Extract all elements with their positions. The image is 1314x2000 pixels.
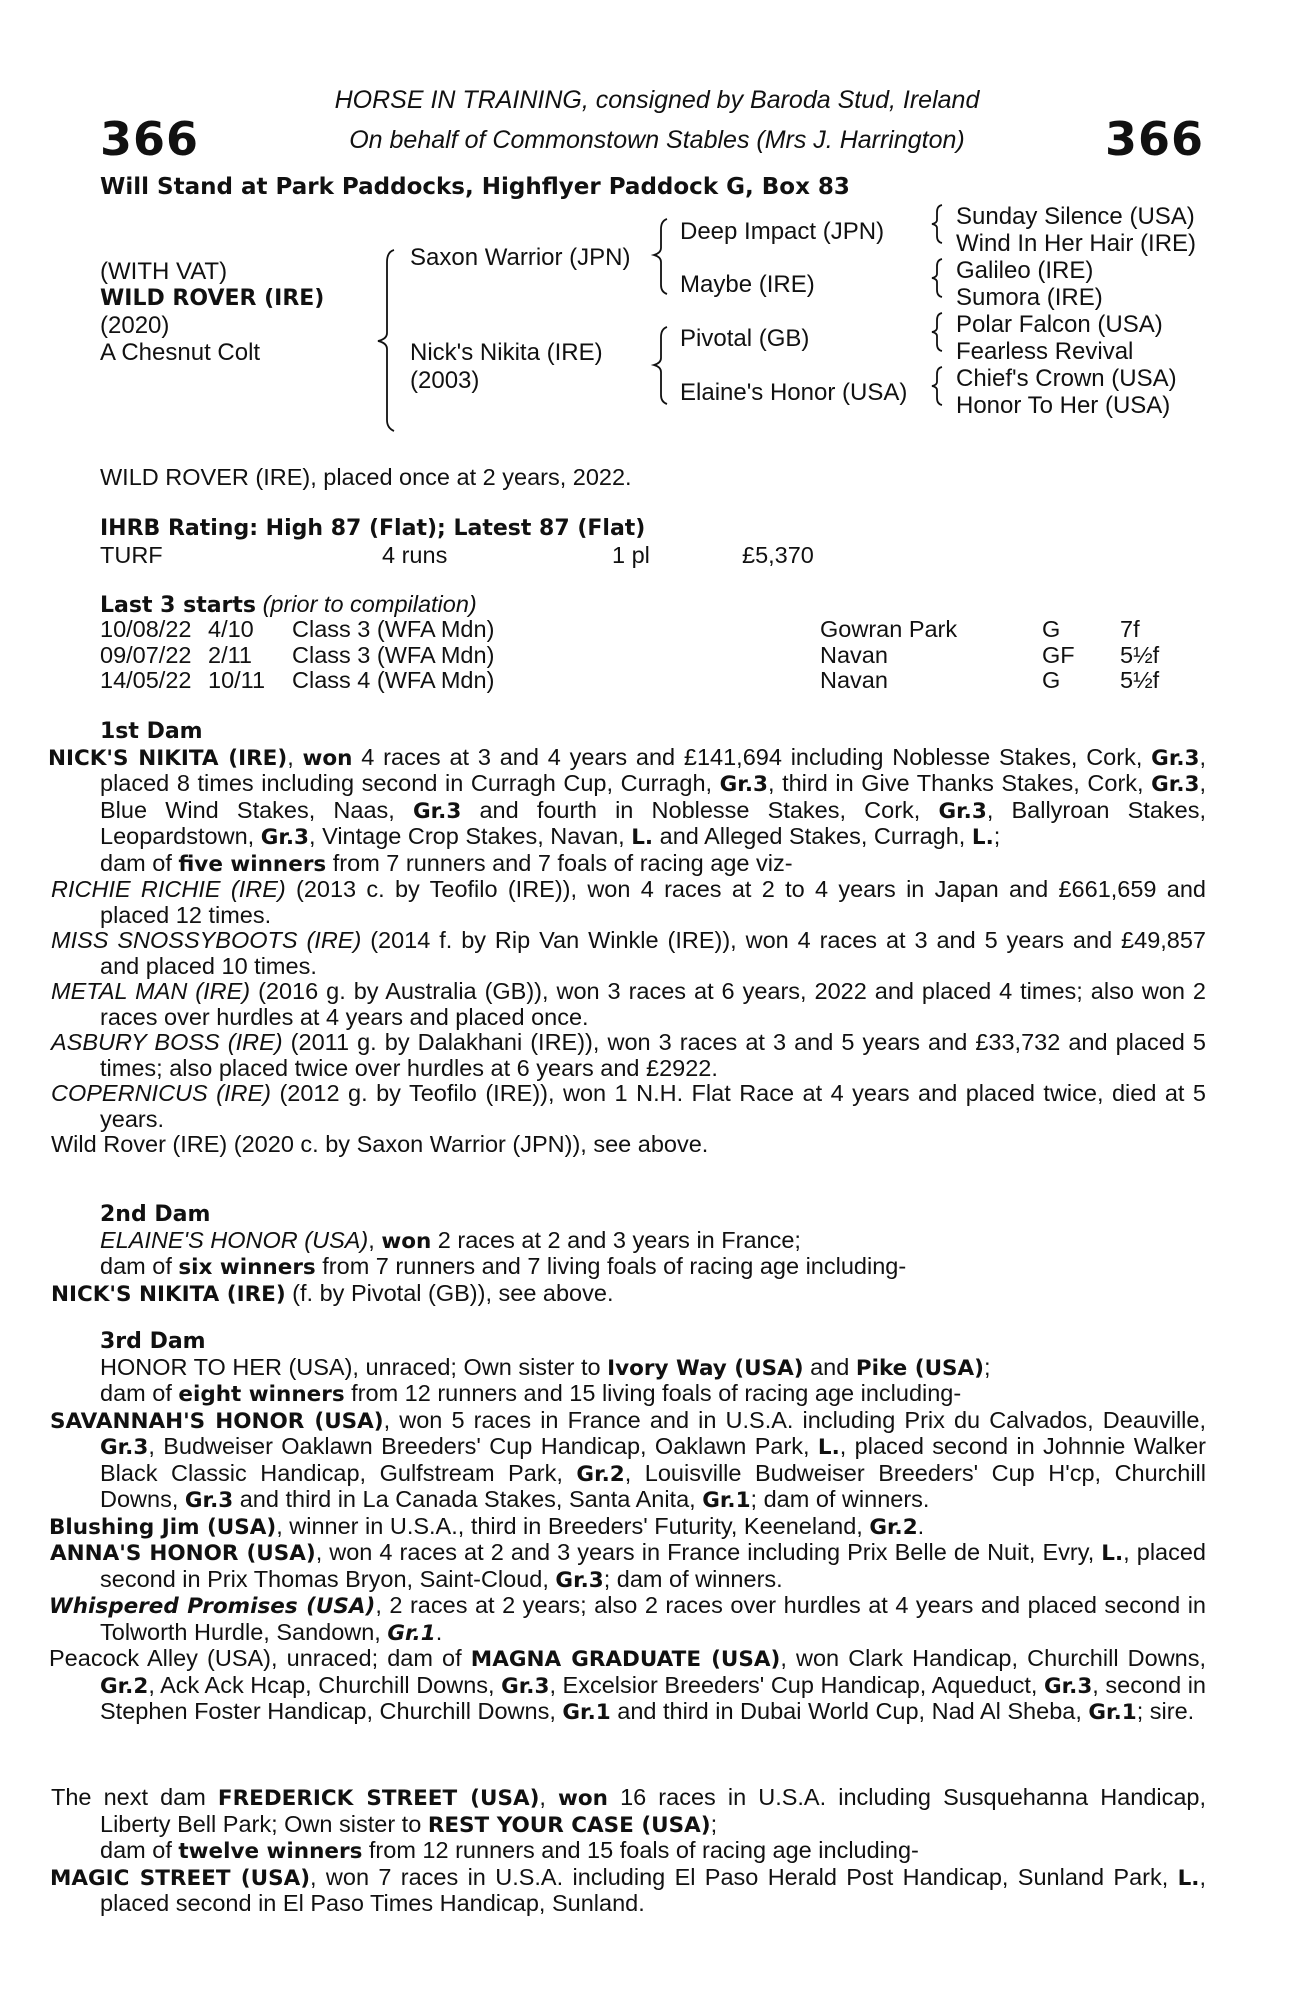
turf-prize: £5,370	[742, 542, 814, 568]
third-dam-heading: 3rd Dam	[100, 1329, 206, 1354]
second-dam-section	[51, 1202, 1206, 1307]
dam-year: (2003)	[410, 367, 480, 394]
gen3-1: Sunday Silence (USA)	[956, 203, 1195, 230]
first-dam-produce: dam of five winners from 7 runners and 7 foals of racing age viz-	[100, 849, 793, 877]
horse-name: WILD ROVER (IRE)	[100, 286, 325, 311]
consignment-line: HORSE IN TRAINING, consigned by Baroda Stud, Ireland	[334, 86, 980, 114]
progeny-item: ANNA'S HONOR (USA), won 4 races at 2 and 3 years in France including Prix Belle de Nuit, Evry, L., placed second in Prix Thomas Bryon, Saint-Cloud, Gr.3; dam of winners.	[50, 1539, 1207, 1593]
pedigree-braces	[0, 0, 1314, 440]
last-starts-heading: Last 3 starts (prior to compilation)	[100, 591, 477, 618]
horse-description: A Chesnut Colt	[100, 339, 261, 366]
first-dam-section	[48, 719, 1207, 1158]
next-dam-produce: dam of twelve winners from 12 runners and 15 foals of racing age including-	[100, 1837, 919, 1864]
progeny-item: MAGIC STREET (USA), won 7 races in U.S.A. including El Paso Herald Post Handicap, Sunland Park, L., placed second in El Paso Times Handicap, Sunland.	[50, 1863, 1206, 1916]
gen3-5: Polar Falcon (USA)	[956, 311, 1163, 338]
progeny-item: Blushing Jim (USA), winner in U.S.A., third in Breeders' Futurity, Keeneland, Gr.2.	[49, 1512, 925, 1540]
third-dam-produce: dam of eight winners from 12 runners and 15 living foals of racing age including-	[100, 1380, 962, 1407]
turf-surface: TURF	[100, 542, 163, 568]
turf-runs: 4 runs	[382, 542, 448, 568]
gen3-2: Wind In Her Hair (IRE)	[956, 230, 1197, 257]
progeny-item: Whispered Promises (USA), 2 races at 2 years; also 2 races over hurdles at 4 years and placed second in Tolworth Hurdle, Sandown, Gr.1.	[49, 1592, 1206, 1646]
last-starts-table	[100, 617, 1159, 694]
gen3-7: Chief's Crown (USA)	[956, 365, 1177, 392]
third-dam-record: HONOR TO HER (USA), unraced; Own sister to Ivory Way (USA) and Pike (USA);	[100, 1353, 991, 1381]
progeny-item: Peacock Alley (USA), unraced; dam of MAGNA GRADUATE (USA), won Clark Handicap, Churchill Downs, Gr.2, Ack Ack Hcap, Churchill Downs, Gr.3, Excelsior Breeders' Cup Handicap, Aqueduct, Gr.3, second in Stephen Foster Handicap, Churchill Downs, Gr.1 and third in Dubai World Cup, Nad Al Sheba, Gr.1; sire.	[49, 1645, 1207, 1725]
gen3-6: Fearless Revival	[956, 338, 1134, 365]
sire: Saxon Warrior (JPN)	[410, 244, 631, 271]
first-dam-heading: 1st Dam	[100, 719, 203, 744]
second-dam-record: ELAINE'S HONOR (USA), won 2 races at 2 and 3 years in France;	[100, 1226, 801, 1254]
progeny-item: Wild Rover (IRE) (2020 c. by Saxon Warrior (JPN)), see above.	[51, 1131, 709, 1157]
third-dam-section	[49, 1329, 1207, 1726]
gen3-4: Sumora (IRE)	[956, 284, 1103, 311]
progeny-item: RICHIE RICHIE (IRE) (2013 c. by Teofilo (IRE)), won 4 races at 2 to 4 years in Japan and £661,659 and placed 12 times.	[51, 876, 1206, 928]
progeny-item: ASBURY BOSS (IRE) (2011 g. by Dalakhani (IRE)), won 3 races at 3 and 5 years and £33,732 and placed 5 times; also placed twice over hurdles at 6 years and £2922.	[51, 1029, 1207, 1081]
vat-label: (WITH VAT)	[100, 258, 228, 285]
start-row: 09/07/22 2/11 Class 3 (WFA Mdn) Navan GF 5½f	[100, 641, 1160, 668]
progeny-item: METAL MAN (IRE) (2016 g. by Australia (GB)), won 3 races at 6 years, 2022 and placed 4 times; also won 2 races over hurdles at 4 years and placed once.	[51, 978, 1206, 1030]
sire-dam: Maybe (IRE)	[680, 271, 815, 298]
start-row: 10/08/22 4/10 Class 3 (WFA Mdn) Gowran Park G 7f	[100, 616, 1140, 642]
progeny-item: MISS SNOSSYBOOTS (IRE) (2014 f. by Rip Van Winkle (IRE)), won 4 races at 3 and 5 years and £49,857 and placed 10 times.	[51, 927, 1206, 979]
first-dam-record: NICK'S NIKITA (IRE), won 4 races at 3 and 4 years and £141,694 including Noblesse Stakes, Cork, Gr.3, placed 8 times including second in Curragh Cup, Curragh, Gr.3, third in Give Thanks Stakes, Cork, Gr.3, Blue Wind Stakes, Naas, Gr.3 and fourth in Noblesse Stakes, Cork, Gr.3, Ballyroan Stakes, Leopardstown, Gr.3, Vintage Crop Stakes, Navan, L. and Alleged Stakes, Curragh, L.;	[48, 743, 1207, 850]
progeny-item: SAVANNAH'S HONOR (USA), won 5 races in France and in U.S.A. including Prix du Calvados, Deauville, Gr.3, Budweiser Oaklawn Breeders' Cup Handicap, Oaklawn Park, L., placed second in Johnnie Walker Black Classic Handicap, Gulfstream Park, Gr.2, Louisville Budweiser Breeders' Cup H'cp, Churchill Downs, Gr.3 and third in La Canada Stakes, Santa Anita, Gr.1; dam of winners.	[50, 1406, 1206, 1513]
behalf-line: On behalf of Commonstown Stables (Mrs J. Harrington)	[349, 126, 965, 154]
race-summary: WILD ROVER (IRE), placed once at 2 years, 2022.	[100, 464, 632, 490]
second-dam-produce: dam of six winners from 7 runners and 7 living foals of racing age including-	[100, 1253, 907, 1280]
turf-placed: 1 pl	[612, 542, 650, 568]
gen3-8: Honor To Her (USA)	[956, 392, 1171, 419]
lot-number-left: 366	[100, 112, 200, 166]
next-dam-record: The next dam FREDERICK STREET (USA), won 16 races in U.S.A. including Susquehanna Handicap, Liberty Bell Park; Own sister to REST YOUR CASE (USA);	[51, 1784, 1207, 1838]
lot-number-right: 366	[1104, 112, 1204, 166]
dam-dam: Elaine's Honor (USA)	[680, 379, 908, 406]
progeny-item: COPERNICUS (IRE) (2012 g. by Teofilo (IRE)), won 1 N.H. Flat Race at 4 years and placed twice, died at 5 years.	[51, 1080, 1206, 1132]
progeny-item: NICK'S NIKITA (IRE) (f. by Pivotal (GB)), see above.	[51, 1279, 614, 1307]
ihrb-rating: IHRB Rating: High 87 (Flat); Latest 87 (Flat)	[100, 516, 646, 541]
dam: Nick's Nikita (IRE)	[410, 339, 603, 366]
second-dam-heading: 2nd Dam	[100, 1202, 211, 1227]
stand-location: Will Stand at Park Paddocks, Highflyer Paddock G, Box 83	[100, 174, 850, 200]
dam-sire: Pivotal (GB)	[680, 325, 810, 352]
gen3-3: Galileo (IRE)	[956, 257, 1094, 284]
start-row: 14/05/22 10/11 Class 4 (WFA Mdn) Navan G 5½f	[100, 667, 1160, 693]
next-dam-section	[50, 1784, 1207, 1917]
horse-year: (2020)	[100, 312, 170, 339]
sire-sire: Deep Impact (JPN)	[680, 218, 885, 245]
